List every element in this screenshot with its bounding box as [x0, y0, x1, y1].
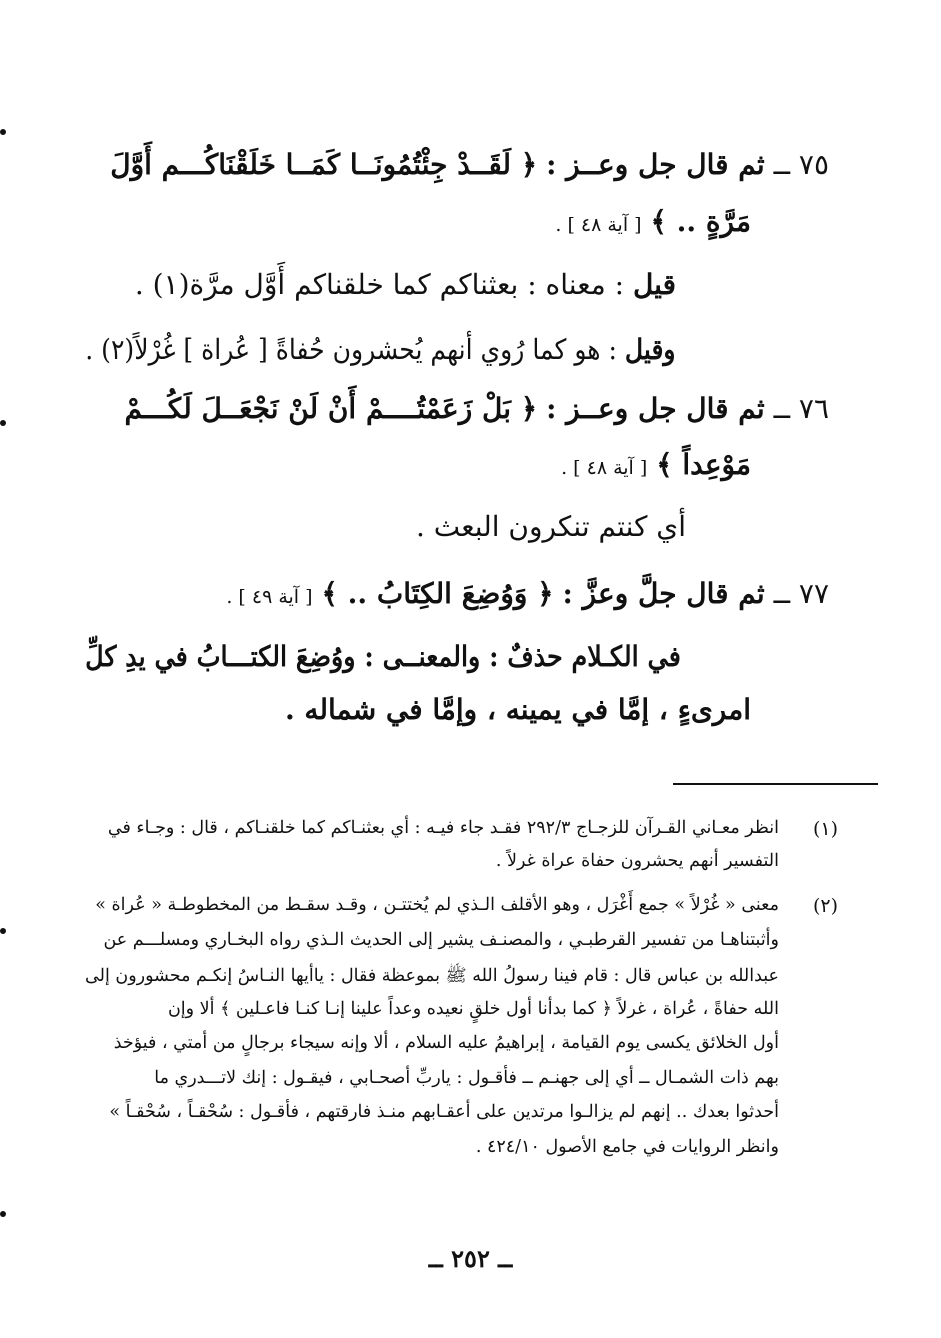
margin-mark	[0, 928, 6, 934]
commentary-76: أي كنتم تنكرون البعث .	[415, 510, 686, 543]
commentary-77-line-1: في الكـلام حذفٌ : والمعنــى : ووُضِعَ الكتـــابُ في يدِ كلِّ	[85, 640, 681, 673]
entry-76-line-1	[125, 392, 829, 425]
entry-number: ٧٧ ــ	[773, 577, 829, 610]
footnote-2-line-4: الله حفاةً ، عُراة ، غرلاً ﴿ كما بدأنا أول خلقٍ نعيده وعداً علينا إنـا كنـا فاعـلين ﴾ ألا وإن	[167, 999, 779, 1019]
footnote-marker: (٢)	[812, 895, 838, 917]
quran-verse: ﴿ وَوُضِعَ الكِتَابُ .. ﴾	[321, 577, 554, 610]
margin-mark	[0, 420, 6, 426]
footnote-1-line-2: التفسير أنهم يحشرون حفاة عراة غرلاً .	[495, 851, 779, 871]
margin-mark	[0, 129, 6, 135]
commentary-text: : هو كما رُوي أنهم يُحشرون حُفاةً [ عُراة ] غُرْلاً(٢) .	[85, 333, 618, 366]
page-number-text: ــ ٢٥٢ ــ	[428, 1244, 513, 1273]
footnote-2-line-5: أول الخلائق يكسى يوم القيامة ، إبراهيمُ عليه السلام ، ألا وإنه سيجاء برجالٍ من أمتي ، فيؤخذ	[113, 1033, 779, 1053]
entry-75-line-1	[110, 148, 829, 181]
verse-reference: [ آية ٤٨ ] .	[555, 214, 642, 236]
footnote-2-line-7: أحدثوا بعدك .. إنهم لم يزالـوا مرتدين على أعقـابهم منـذ فارقتهم ، فأقـول : سُحْقـاً ، سُحْقـاً »	[109, 1102, 779, 1122]
footnote-separator	[673, 783, 878, 785]
entry-77-line-1	[226, 577, 829, 610]
footnote-2-line-2: وأثبتناهـا من تفسير القرطبـي ، والمصنـف يشير إلى الحديث الـذي رواه البخـاري ومسلـــم عن	[103, 930, 779, 950]
entry-lead: ثم قال جلَّ وعزَّ :	[562, 577, 765, 610]
footnote-marker: (١)	[812, 818, 838, 840]
commentary-77-line-2: امرىءٍ ، إمَّا في يمينه ، وإمَّا في شماله .	[284, 693, 751, 726]
entry-lead: ثم قال جل وعــز :	[546, 148, 765, 181]
footnote-2-line-1: معنى « غُرْلاً » جمع أَغْرَل ، وهو الأقلف الـذي لم يُختتـن ، وقـد سقـط من المخطوطـة « عُراة »	[95, 895, 779, 915]
entry-75-line-2	[555, 205, 751, 238]
quran-verse-continued: مَرَّةٍ .. ﴾	[650, 205, 751, 238]
commentary-qila-1	[135, 268, 676, 301]
quran-verse-continued: مَوْعِداً ﴾	[656, 448, 751, 481]
verse-reference: [ آية ٤٨ ] .	[561, 457, 648, 479]
entry-lead: ثم قال جل وعــز :	[546, 392, 765, 425]
entry-number: ٧٥ ــ	[773, 148, 829, 181]
quran-verse: ﴿ لَقَــدْ جِئْتُمُونَــا كَمَــا خَلَقْنَاكُـــم أَوَّلَ	[110, 148, 538, 181]
commentary-text: : معناه : بعثناكم كما خلقناكم أَوَّل مرَّة(١) .	[134, 268, 625, 301]
page-number	[0, 1244, 941, 1273]
margin-mark	[0, 1211, 6, 1217]
quran-verse: ﴿ بَلْ زَعَمْتُــــمْ أَنْ لَنْ نَجْعَــلَ لَكُـــمْ	[124, 392, 538, 425]
footnote-2-line-3: عبدالله بن عباس قال : قام فينا رسولُ الله ﷺ بموعظة فقال : ياأيها النـاسُ إنكـم محشورون إلى	[85, 966, 779, 986]
verse-reference: [ آية ٤٩ ] .	[226, 586, 313, 608]
entry-76-line-2	[561, 448, 751, 481]
commentary-qila-2	[86, 333, 676, 366]
entry-number: ٧٦ ــ	[773, 392, 829, 425]
commentary-label: وقيل	[625, 333, 676, 366]
footnote-2-line-8: وانظر الروايات في جامع الأصول ٤٢٤/١٠ .	[475, 1137, 779, 1157]
commentary-label: قيل	[632, 268, 676, 301]
footnote-2-line-6: بهم ذات الشمـال ــ أي إلى جهنـم ــ فأقـول : ياربِّ أصحـابي ، فيقـول : إنك لاتـــدري ما	[154, 1068, 779, 1088]
footnote-1-line-1: انظر معـاني القـرآن للزجـاج ٢٩٢/٣ فقـد جاء فيـه : أي بعثنـاكم كما خلقنـاكم ، قال : وجـاء في	[107, 818, 779, 838]
